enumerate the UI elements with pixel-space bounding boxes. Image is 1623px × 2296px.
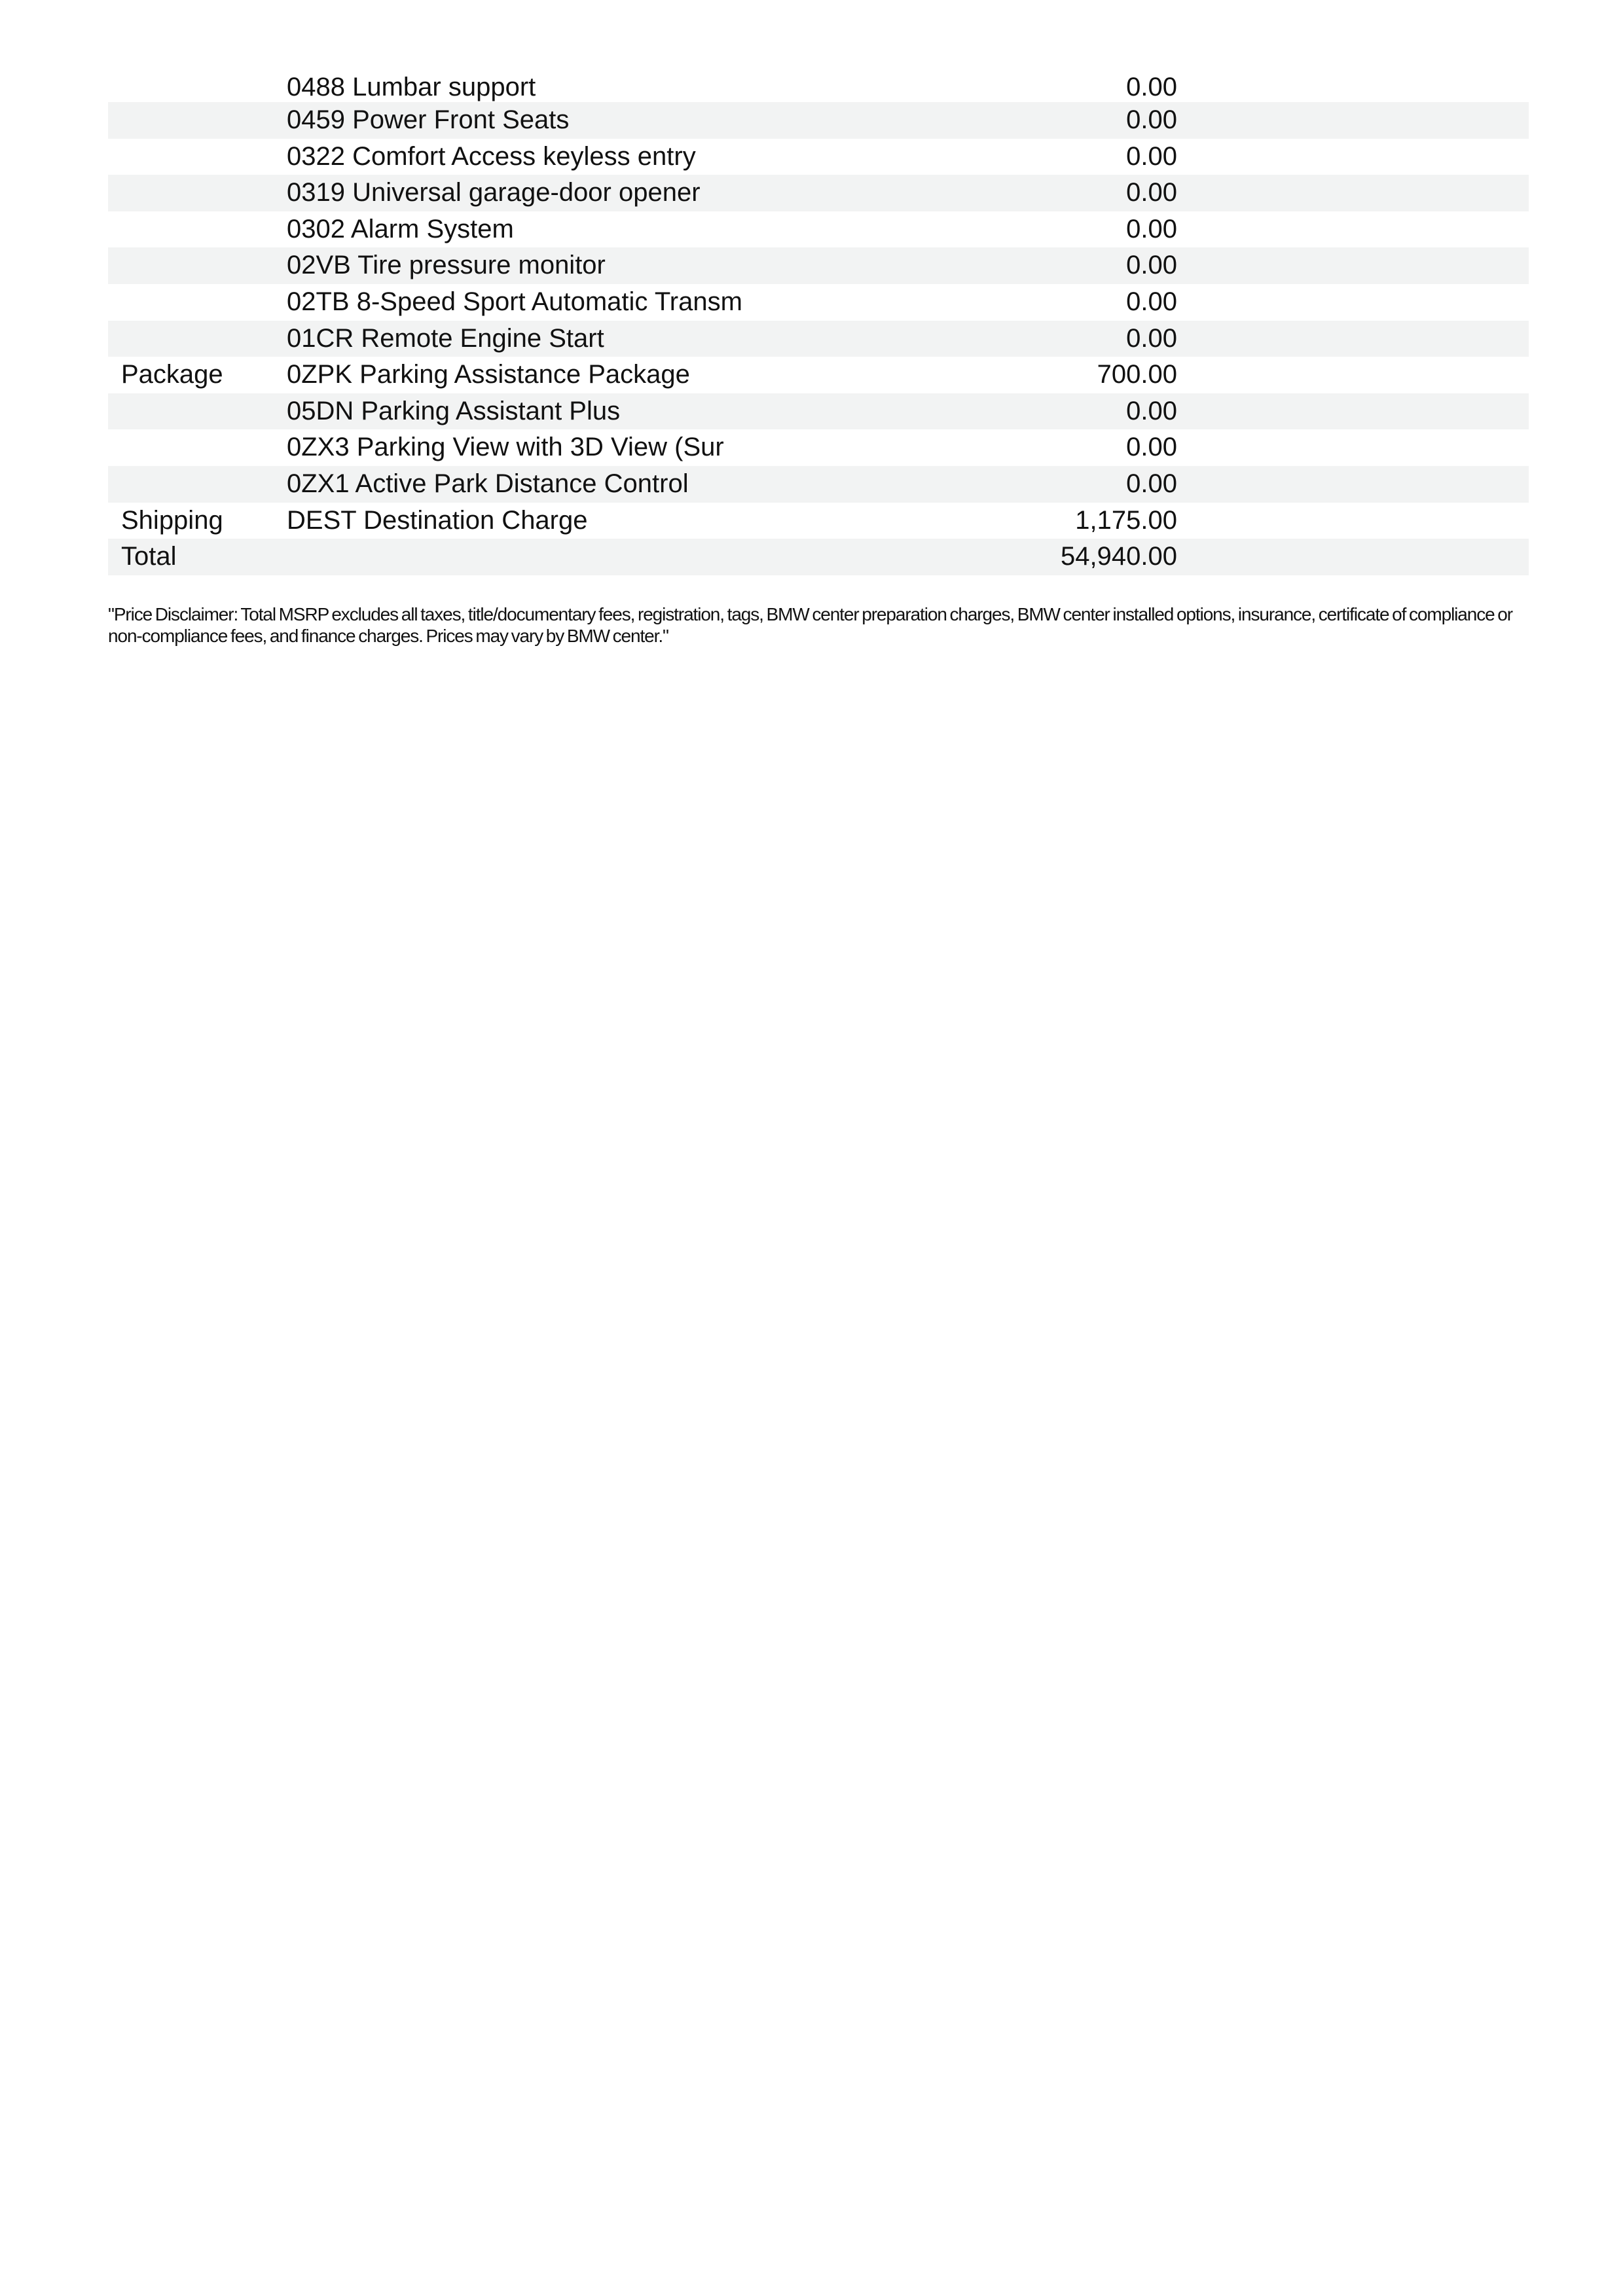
- row-description: 0ZX1 Active Park Distance Control: [287, 469, 689, 498]
- row-price: 0.00: [1126, 73, 1177, 101]
- row-description: 0ZPK Parking Assistance Package: [287, 360, 690, 389]
- row-price: 0.00: [1126, 433, 1177, 462]
- table-row: [108, 72, 1529, 102]
- row-price: 0.00: [1126, 141, 1177, 171]
- row-description: 0ZX3 Parking View with 3D View (Sur: [287, 433, 724, 462]
- row-price: 0.00: [1126, 251, 1177, 280]
- row-description: DEST Destination Charge: [287, 505, 588, 535]
- row-description: 05DN Parking Assistant Plus: [287, 396, 621, 425]
- table-row: [108, 503, 1529, 539]
- row-description: 0488 Lumbar support: [287, 73, 536, 101]
- row-price: 0.00: [1126, 323, 1177, 353]
- table-row: [108, 247, 1529, 284]
- table-row: [108, 102, 1529, 139]
- row-description: 01CR Remote Engine Start: [287, 323, 604, 353]
- total-price: 54,940.00: [1061, 542, 1177, 571]
- row-price: 0.00: [1126, 178, 1177, 207]
- table-row: [108, 175, 1529, 211]
- row-category: Shipping: [121, 505, 223, 535]
- table-row: [108, 139, 1529, 175]
- row-description: 0322 Comfort Access keyless entry: [287, 141, 696, 171]
- table-row: [108, 429, 1529, 466]
- price-table: [108, 72, 1529, 575]
- price-disclaimer: "Price Disclaimer: Total MSRP excludes all taxes, title/documentary fees, registration, tags, BMW center preparation charges, BMW center installed options, insurance, certificate of compliance or non-compliance fees, and finance charges. Prices may vary by BMW center.": [108, 604, 1512, 646]
- row-description: 0459 Power Front Seats: [287, 105, 570, 134]
- row-price: 1,175.00: [1075, 505, 1177, 535]
- row-price: 700.00: [1097, 360, 1177, 389]
- table-row: [108, 284, 1529, 321]
- row-price: 0.00: [1126, 469, 1177, 498]
- table-row: [108, 357, 1529, 393]
- row-description: 02TB 8-Speed Sport Automatic Transm: [287, 287, 742, 316]
- row-description: 0319 Universal garage-door opener: [287, 178, 701, 207]
- row-category: Package: [121, 360, 223, 389]
- table-row: [108, 211, 1529, 248]
- row-description: 0302 Alarm System: [287, 214, 514, 243]
- table-row: [108, 393, 1529, 430]
- total-label: Total: [121, 542, 177, 571]
- table-row: [108, 321, 1529, 357]
- row-price: 0.00: [1126, 287, 1177, 316]
- row-price: 0.00: [1126, 396, 1177, 425]
- row-price: 0.00: [1126, 214, 1177, 243]
- row-price: 0.00: [1126, 105, 1177, 134]
- total-row: [108, 539, 1529, 575]
- row-description: 02VB Tire pressure monitor: [287, 251, 606, 280]
- table-row: [108, 466, 1529, 503]
